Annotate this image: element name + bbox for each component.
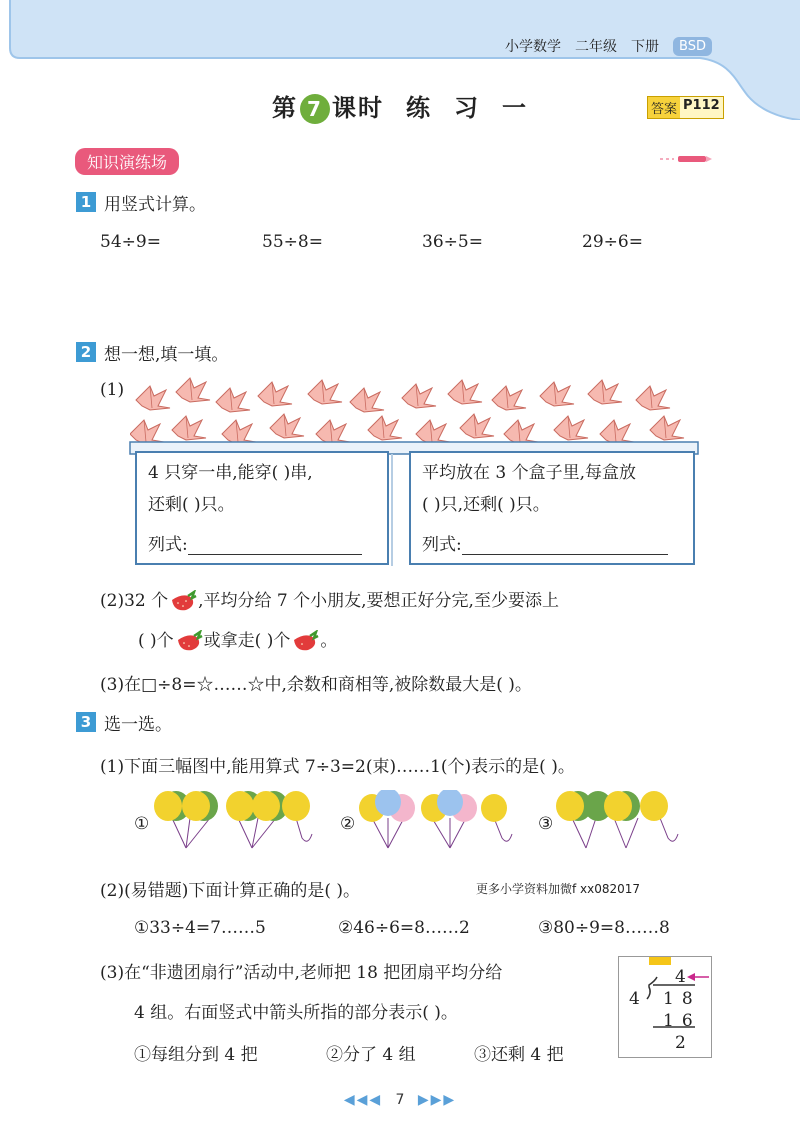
q2-part-1-boxes — [128, 440, 700, 570]
q3-part-3-option-2[interactable]: ②分了 4 组 — [326, 1045, 416, 1065]
question-3-number: 3 — [76, 712, 96, 732]
left-formula-label: 列式: — [148, 535, 188, 555]
strawberry-icon — [174, 630, 204, 654]
right-formula-label: 列式: — [422, 535, 462, 555]
volume-label: 下册 — [631, 39, 660, 55]
right-formula-answer-line[interactable] — [462, 537, 668, 555]
division-product: 16 — [663, 1011, 701, 1031]
q3-part-2-option-3[interactable]: ③80÷9=8……8 — [538, 918, 670, 938]
lesson-number-badge: 7 — [300, 94, 330, 124]
page-number: 7 — [395, 1092, 405, 1108]
q3-part-3-option-1[interactable]: ①每组分到 4 把 — [134, 1045, 258, 1065]
strawberry-icon — [168, 590, 198, 614]
pencil-icon — [660, 156, 712, 162]
subject-label: 小学数学 — [505, 39, 562, 55]
right-box-line-1: 平均放在 3 个盒子里,每盒放 — [422, 463, 637, 483]
title-prefix: 第 — [272, 94, 298, 122]
q3-option-3-label[interactable]: ③ — [538, 814, 554, 834]
q2-part-2-line-2 — [138, 626, 337, 654]
q2-part-2-blank-remove[interactable]: 或拿走( )个 — [203, 631, 291, 651]
strawberry-icon — [290, 630, 320, 654]
balloons-image-2 — [358, 790, 518, 860]
grade-label: 二年级 — [575, 39, 618, 55]
question-1-instruction: 用竖式计算。 — [104, 195, 206, 215]
q2-part-2-text-a: (2)32 个 — [100, 591, 169, 611]
q1-item-3: 36÷5= — [422, 232, 483, 252]
q2-part-3: (3)在□÷8=☆……☆中,余数和商相等,被除数最大是( )。 — [100, 675, 532, 695]
q3-option-1-label[interactable]: ① — [134, 814, 150, 834]
division-dividend: 18 — [663, 989, 701, 1009]
title-name-2: 习 — [454, 94, 480, 122]
right-box-formula — [422, 530, 668, 555]
q1-item-2: 55÷8= — [262, 232, 323, 252]
next-arrows-icon: ▶▶▶ — [417, 1092, 457, 1108]
division-remainder: 2 — [675, 1033, 686, 1053]
question-1-number: 1 — [76, 192, 96, 212]
prev-arrows-icon: ◀◀◀ — [343, 1092, 383, 1108]
answer-page: P112 — [680, 97, 723, 118]
balloons-image-1 — [152, 790, 322, 860]
answer-label: 答案 — [651, 102, 678, 117]
division-divisor: 4 — [629, 989, 640, 1009]
q3-part-2-note: 更多小学资料加微f xx082017 — [476, 882, 641, 896]
title-name-1: 练 — [406, 94, 432, 122]
question-3-instruction: 选一选。 — [104, 715, 172, 735]
q2-part-2-end: 。 — [320, 631, 338, 651]
q3-option-2-label[interactable]: ② — [340, 814, 356, 834]
left-box-formula — [148, 530, 362, 555]
q2-part-2-text-b: ,平均分给 7 个小朋友,要想正好分完,至少要添上 — [198, 591, 559, 611]
q1-item-4: 29÷6= — [582, 232, 643, 252]
q1-item-1: 54÷9= — [100, 232, 161, 252]
long-division-card — [618, 956, 712, 1058]
title-suffix: 课时 — [332, 94, 384, 122]
page-footer — [0, 1092, 800, 1108]
q3-part-2-option-1[interactable]: ①33÷4=7……5 — [134, 918, 266, 938]
q3-part-1: (1)下面三幅图中,能用算式 7÷3=2(束)……1(个)表示的是( )。 — [100, 757, 575, 777]
left-box-line-2: 还剩( )只。 — [148, 495, 235, 515]
balloons-image-3 — [556, 790, 696, 860]
q2-part-2-blank-add[interactable]: ( )个 — [138, 631, 174, 651]
right-box-line-2: ( )只,还剩( )只。 — [422, 495, 550, 515]
q2-part-2-line-1 — [100, 586, 559, 614]
q3-part-3-option-3[interactable]: ③还剩 4 把 — [474, 1045, 564, 1065]
q3-part-3-line-1: (3)在“非遗团扇行”活动中,老师把 18 把团扇平均分给 — [100, 963, 503, 983]
division-quotient: 4 — [675, 967, 686, 987]
edition-badge: BSD — [673, 37, 712, 56]
title-name-3: 一 — [502, 94, 528, 122]
answer-reference[interactable] — [647, 96, 724, 119]
q2-part-1-label: (1) — [100, 380, 125, 400]
q3-part-2: (2)(易错题)下面计算正确的是( )。 — [100, 881, 361, 901]
q3-part-2-option-2[interactable]: ②46÷6=8……2 — [338, 918, 470, 938]
left-box-line-1: 4 只穿一串,能穿( )串, — [148, 463, 313, 483]
section-label: 知识演练场 — [75, 148, 179, 175]
question-2-number: 2 — [76, 342, 96, 362]
left-formula-answer-line[interactable] — [188, 537, 362, 555]
book-info — [505, 36, 712, 56]
q3-part-3-line-2: 4 组。右面竖式中箭头所指的部分表示( )。 — [134, 1003, 458, 1023]
question-2-instruction: 想一想,填一填。 — [104, 345, 229, 365]
